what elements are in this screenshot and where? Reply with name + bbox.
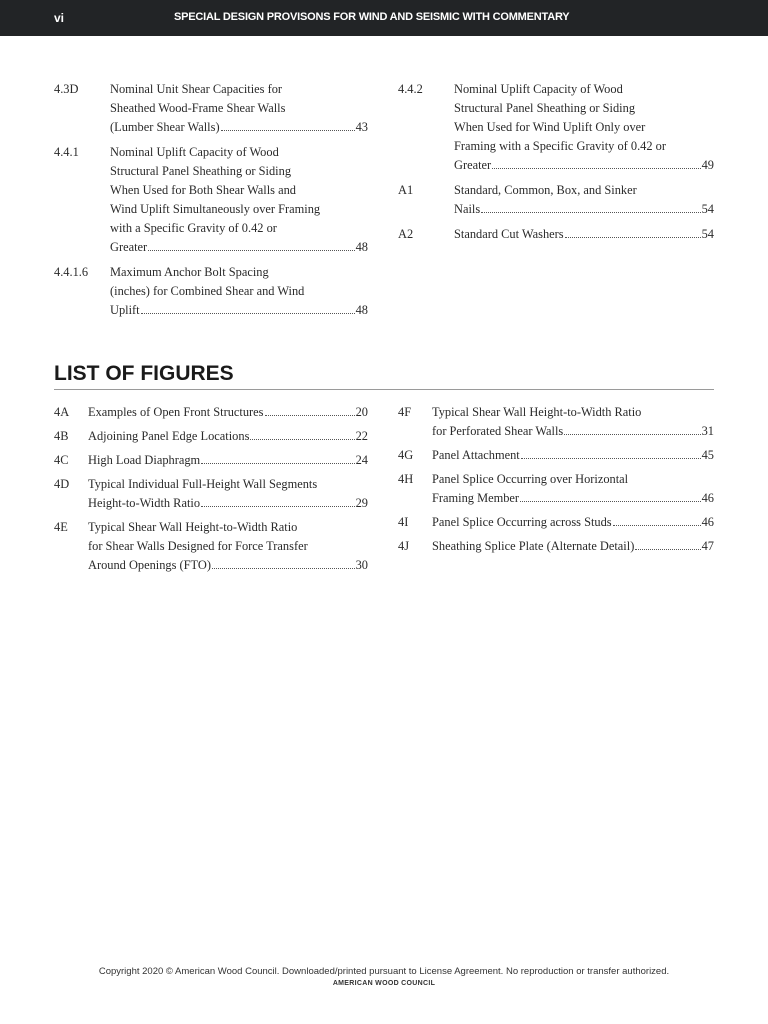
- entry-number: 4.4.1: [54, 145, 79, 159]
- page-reference: 47: [701, 539, 714, 553]
- entry-title-line: Framing Member: [432, 491, 520, 505]
- dot-leader: [564, 434, 700, 435]
- dot-leader: [201, 463, 354, 464]
- entry-number: 4A: [54, 405, 70, 419]
- page-reference: 30: [355, 558, 368, 572]
- entry-leader-line: [454, 156, 714, 175]
- entry-title-line: for Perforated Shear Walls: [432, 424, 564, 438]
- entry-title-line: Sheathed Wood-Frame Shear Walls: [110, 101, 286, 115]
- running-title: SPECIAL DESIGN PROVISONS FOR WIND AND SEISMIC WITH COMMENTARY: [174, 11, 570, 23]
- toc-entry: [54, 80, 368, 137]
- page-reference: 31: [701, 424, 714, 438]
- page-footer: [0, 966, 768, 987]
- dot-leader: [141, 313, 355, 314]
- entry-title-line: Typical Shear Wall Height-to-Width Ratio: [432, 405, 642, 419]
- toc-entry: [54, 475, 368, 513]
- entry-title-line: Greater: [454, 158, 492, 172]
- page-header: [0, 0, 768, 36]
- entry-title: [110, 80, 368, 137]
- entry-number: A1: [398, 183, 414, 197]
- entry-number: 4.3D: [54, 82, 79, 96]
- entry-leader-line: [88, 427, 368, 446]
- entry-title: [88, 427, 368, 446]
- page-reference: 20: [355, 405, 368, 419]
- entry-leader-line: [432, 537, 714, 556]
- page-reference: 48: [355, 303, 368, 317]
- page-reference: 45: [701, 448, 714, 462]
- toc-entry: [398, 80, 714, 175]
- entry-number: 4F: [398, 405, 412, 419]
- list-of-figures-right-column: [398, 403, 714, 561]
- page-reference: 54: [701, 227, 714, 241]
- toc-entry: [54, 263, 368, 320]
- list-of-tables-right-column: [398, 80, 714, 250]
- entry-leader-line: [432, 513, 714, 532]
- entry-title: [110, 263, 368, 320]
- toc-entry: [398, 513, 714, 532]
- entry-leader-line: [110, 118, 368, 137]
- entry-leader-line: [454, 200, 714, 219]
- dot-leader: [201, 506, 355, 507]
- dot-leader: [265, 415, 355, 416]
- entry-title-line: Structural Panel Sheathing or Siding: [110, 164, 292, 178]
- dot-leader: [565, 237, 701, 238]
- entry-title-line: When Used for Wind Uplift Only over: [454, 120, 646, 134]
- entry-leader-line: [454, 225, 714, 244]
- entry-title: [454, 225, 714, 244]
- entry-leader-line: [88, 556, 368, 575]
- entry-number: 4G: [398, 448, 414, 462]
- toc-entry: [54, 143, 368, 257]
- dot-leader: [521, 458, 701, 459]
- entry-title-line: (inches) for Combined Shear and Wind: [110, 284, 305, 298]
- entry-title-line: Standard Cut Washers: [454, 227, 564, 241]
- entry-title-line: Nominal Uplift Capacity of Wood: [110, 145, 279, 159]
- dot-leader: [613, 525, 701, 526]
- page-number: vi: [54, 11, 65, 25]
- entry-leader-line: [432, 446, 714, 465]
- entry-title: [88, 403, 368, 422]
- entry-title-line: Nails: [454, 202, 481, 216]
- entry-leader-line: [88, 403, 368, 422]
- toc-entry: [398, 181, 714, 219]
- entry-number: 4D: [54, 477, 70, 491]
- entry-title-line: Structural Panel Sheathing or Siding: [454, 101, 636, 115]
- entry-title-line: Panel Splice Occurring over Horizontal: [432, 472, 629, 486]
- page-reference: 43: [355, 120, 368, 134]
- dot-leader: [492, 168, 700, 169]
- page-reference: 49: [701, 158, 714, 172]
- entry-leader-line: [88, 451, 368, 470]
- entry-number: 4B: [54, 429, 69, 443]
- entry-leader-line: [110, 238, 368, 257]
- entry-number: 4E: [54, 520, 68, 534]
- entry-title: [432, 513, 714, 532]
- entry-title-line: Standard, Common, Box, and Sinker: [454, 183, 637, 197]
- entry-title-line: Examples of Open Front Structures: [88, 405, 264, 419]
- entry-title: [110, 143, 368, 257]
- toc-entry: [398, 537, 714, 556]
- entry-title: [432, 470, 714, 508]
- entry-title: [454, 181, 714, 219]
- entry-number: 4I: [398, 515, 409, 529]
- entry-title-line: Height-to-Width Ratio: [88, 496, 201, 510]
- list-of-figures-left-column: [54, 403, 368, 580]
- toc-entry: [398, 446, 714, 465]
- entry-title-line: Typical Individual Full-Height Wall Segments: [88, 477, 318, 491]
- toc-entry: [398, 225, 714, 244]
- entry-title-line: Uplift: [110, 303, 140, 317]
- toc-entry: [398, 470, 714, 508]
- entry-title: [432, 403, 714, 441]
- entry-title-line: Sheathing Splice Plate (Alternate Detail): [432, 539, 635, 553]
- entry-number: 4H: [398, 472, 414, 486]
- entry-leader-line: [110, 301, 368, 320]
- page-reference: 54: [701, 202, 714, 216]
- entry-title-line: Adjoining Panel Edge Locations: [88, 429, 250, 443]
- entry-title-line: Panel Attachment: [432, 448, 520, 462]
- entry-leader-line: [88, 494, 368, 513]
- entry-title: [88, 518, 368, 575]
- page-reference: 48: [355, 240, 368, 254]
- entry-title-line: Typical Shear Wall Height-to-Width Ratio: [88, 520, 298, 534]
- page-reference: 46: [701, 491, 714, 505]
- list-of-figures-heading: LIST OF FIGURES: [54, 362, 714, 390]
- entry-number: A2: [398, 227, 414, 241]
- organization-name: AMERICAN WOOD COUNCIL: [332, 980, 436, 987]
- entry-title-line: Nominal Unit Shear Capacities for: [110, 82, 283, 96]
- entry-leader-line: [432, 489, 714, 508]
- entry-number: 4.4.2: [398, 82, 423, 96]
- entry-title-line: Around Openings (FTO): [88, 558, 211, 572]
- entry-number: 4C: [54, 453, 69, 467]
- dot-leader: [481, 212, 700, 213]
- page-reference: 29: [355, 496, 368, 510]
- entry-number: 4.4.1.6: [54, 265, 89, 279]
- copyright-notice: Copyright 2020 © American Wood Council. Downloaded/printed pursuant to License Agreement. No reproduction or transfer authorized.: [98, 966, 670, 977]
- toc-entry: [54, 518, 368, 575]
- entry-title-line: Panel Splice Occurring across Studs: [432, 515, 612, 529]
- entry-title: [88, 451, 368, 470]
- toc-entry: [54, 403, 368, 422]
- entry-title-line: with a Specific Gravity of 0.42 or: [110, 221, 277, 235]
- dot-leader: [148, 250, 354, 251]
- entry-title-line: Framing with a Specific Gravity of 0.42 or: [454, 139, 666, 153]
- page-reference: 24: [355, 453, 368, 467]
- entry-title-line: Maximum Anchor Bolt Spacing: [110, 265, 269, 279]
- entry-title: [454, 80, 714, 175]
- dot-leader: [520, 501, 701, 502]
- toc-entry: [54, 427, 368, 446]
- entry-title: [432, 537, 714, 556]
- dot-leader: [635, 549, 700, 550]
- page-reference: 22: [355, 429, 368, 443]
- entry-title-line: When Used for Both Shear Walls and: [110, 183, 296, 197]
- entry-number: 4J: [398, 539, 410, 553]
- entry-title-line: High Load Diaphragm: [88, 453, 201, 467]
- toc-entry: [398, 403, 714, 441]
- entry-title: [432, 446, 714, 465]
- entry-title-line: Nominal Uplift Capacity of Wood: [454, 82, 623, 96]
- entry-leader-line: [432, 422, 714, 441]
- dot-leader: [212, 568, 355, 569]
- entry-title-line: for Shear Walls Designed for Force Transfer: [88, 539, 308, 553]
- dot-leader: [221, 130, 355, 131]
- dot-leader: [250, 439, 354, 440]
- page-reference: 46: [701, 515, 714, 529]
- entry-title-line: Greater: [110, 240, 148, 254]
- entry-title-line: Wind Uplift Simultaneously over Framing: [110, 202, 321, 216]
- entry-title: [88, 475, 368, 513]
- toc-entry: [54, 451, 368, 470]
- list-of-tables-left-column: [54, 80, 368, 326]
- entry-title-line: (Lumber Shear Walls): [110, 120, 220, 134]
